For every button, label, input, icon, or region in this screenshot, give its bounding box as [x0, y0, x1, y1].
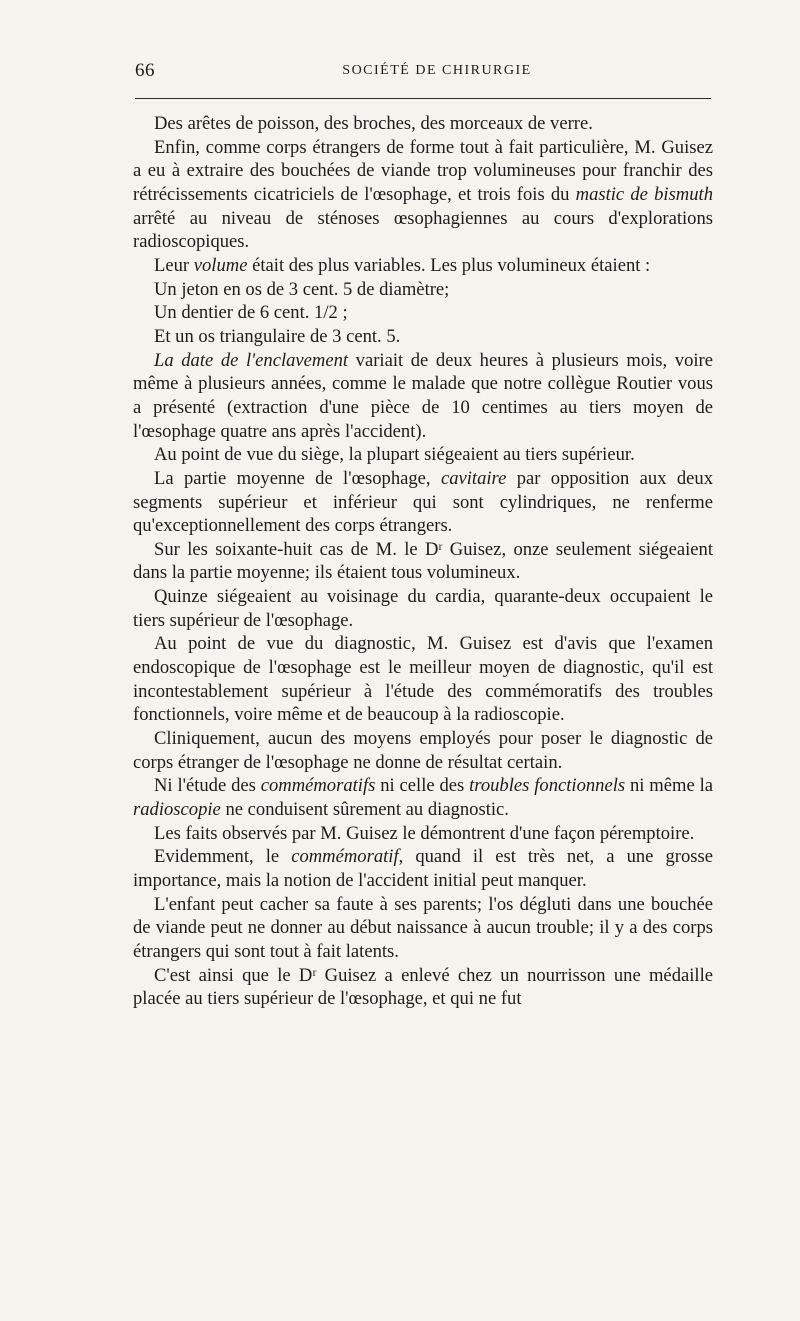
list-item: Et un os triangulaire de 3 cent. 5.: [154, 325, 401, 347]
paragraph: La date de l'enclavement variait de deux heures à plusieurs mois, voire même à plusieurs années, comme le malade que notre collègue Routier vous a présenté (extraction d'une pièce de 10 centimes au tiers moyen de l'œsophage quatre ans après l'accident).: [133, 349, 713, 442]
paragraph: Au point de vue du siège, la plupart siégeaient au tiers supérieur.: [154, 444, 635, 466]
page-number: 66: [135, 60, 155, 81]
paragraph: Quinze siégeaient au voisinage du cardia, quarante-deux occupaient le tiers supérieur de l'œsophage.: [133, 586, 713, 631]
italic-term: commémoratif: [291, 846, 399, 868]
paragraph: Au point de vue du diagnostic, M. Guisez est d'avis que l'examen endoscopique de l'œsophage est le meilleur moyen de diagnostic, qu'il est incontestablement supérieur à l'étude des commémoratifs des troubles fonctionnels, voire même et de beaucoup à la radioscopie.: [133, 633, 713, 726]
header-rule: [135, 98, 711, 99]
paragraph: Evidemment, le commémoratif, quand il est très net, a une grosse importance, mais la notion de l'accident initial peut manquer.: [133, 846, 713, 891]
page-header: [135, 60, 711, 88]
list-item: Un dentier de 6 cent. 1/2 ;: [154, 302, 348, 324]
running-head: SOCIÉTÉ DE CHIRURGIE: [342, 63, 532, 78]
body-text: [133, 112, 713, 1011]
paragraph: C'est ainsi que le Dʳ Guisez a enlevé chez un nourrisson une médaille placée au tiers supérieur de l'œsophage, et qui ne fut: [133, 964, 713, 1010]
italic-term: mastic de bismuth: [575, 183, 713, 205]
italic-term: radioscopie: [133, 799, 221, 821]
paragraph: Enfin, comme corps étrangers de forme tout à fait particulière, M. Guisez a eu à extraire des bouchées de viande trop volumineuses pour franchir des rétrécissements cicatriciels de l'œsophage, et trois fois du mastic de bismuth arrêté au niveau de sténoses œsophagiennes au cours d'explorations radioscopiques.: [133, 136, 713, 253]
paragraph: Cliniquement, aucun des moyens employés pour poser le diagnostic de corps étranger de l'œsophage ne donne de résultat certain.: [133, 728, 713, 773]
paragraph: Ni l'étude des commémoratifs ni celle des troubles fonctionnels ni même la radioscopie ne conduisent sûrement au diagnostic.: [133, 775, 713, 821]
paragraph: Les faits observés par M. Guisez le démontrent d'une façon péremptoire.: [154, 822, 695, 844]
paragraph: La partie moyenne de l'œsophage, cavitaire par opposition aux deux segments supérieur et inférieur qui sont cylindriques, ne renferme qu'exceptionnellement des corps étrangers.: [133, 467, 714, 537]
paragraph: Leur volume était des plus variables. Les plus volumineux étaient :: [154, 254, 651, 276]
paragraph: Des arêtes de poisson, des broches, des morceaux de verre.: [154, 113, 593, 134]
italic-term: cavitaire: [440, 467, 507, 489]
italic-term: commémoratifs: [260, 775, 376, 797]
list-item: Un jeton en os de 3 cent. 5 de diamètre;: [154, 278, 450, 300]
italic-term: La date de l'enclavement: [154, 349, 349, 371]
paragraph: L'enfant peut cacher sa faute à ses parents; l'os dégluti dans une bouchée de viande peut ne donner au début naissance à aucun trouble; il y a des corps étrangers qui sont tout à fait latents.: [133, 893, 713, 962]
italic-term: volume: [193, 254, 248, 276]
italic-term: troubles fonctionnels: [469, 775, 626, 797]
paragraph: Sur les soixante-huit cas de M. le Dʳ Guisez, onze seulement siégeaient dans la partie moyenne; ils étaient tous volumineux.: [133, 538, 713, 584]
